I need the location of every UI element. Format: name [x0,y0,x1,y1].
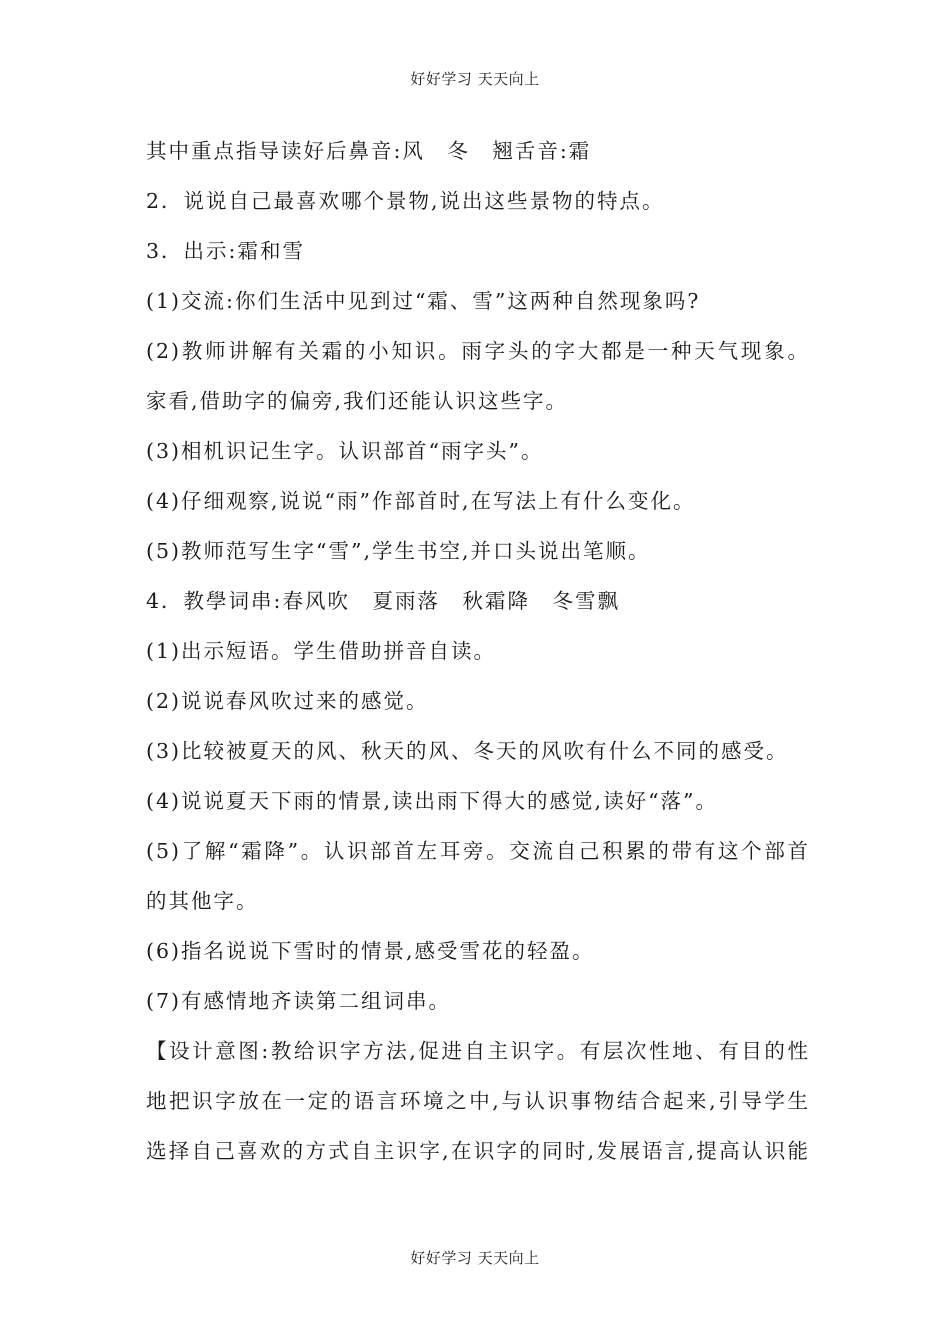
text-line: (4)说说夏天下雨的情景,读出雨下得大的感觉,读好“落”。 [146,789,719,813]
text-line: 家看,借助字的偏旁,我们还能认识这些字。 [146,389,569,413]
text-line: (1)出示短语。学生借助拼音自读。 [146,639,497,663]
text-line: 的其他字。 [146,889,259,913]
page-footer: 好好学习 天天向上 [410,1249,540,1267]
text-line: 3．出示:霜和雪 [146,239,305,263]
document-body [146,130,810,1180]
text-line: (1)交流:你们生活中见到过“霜、雪”这两种自然现象吗? [146,289,701,313]
text-line: (3)相机识记生字。认识部首“雨字头”。 [146,439,544,463]
text-line: (3)比较被夏天的风、秋天的风、冬天的风吹有什么不同的感受。 [146,739,789,763]
page-header: 好好学习 天天向上 [410,70,540,88]
text-line: 【设计意图:教给识字方法,促进自主识字。有层次性地、有目的性 [146,1039,810,1063]
text-line: 选择自己喜欢的方式自主识字,在识字的同时,发展语言,提高认识能 [146,1139,810,1163]
text-line: 其中重点指导读好后鼻音:风 冬 翘舌音:霜 [146,139,592,163]
text-line: (5)了解“霜降”。认识部首左耳旁。交流自己积累的带有这个部首 [146,839,810,863]
text-line: (2)说说春风吹过来的感觉。 [146,689,429,713]
text-line: (5)教师范写生字“雪”,学生书空,并口头说出笔顺。 [146,539,651,563]
text-line: 2．说说自己最喜欢哪个景物,说出这些景物的特点。 [146,189,665,213]
text-line: (6)指名说说下雪时的情景,感受雪花的轻盈。 [146,939,595,963]
text-line: 地把识字放在一定的语言环境之中,与认识事物结合起来,引导学生 [146,1089,810,1113]
text-line: (4)仔细观察,说说“雨”作部首时,在写法上有什么变化。 [146,489,696,513]
text-line: 4．教學词串:春风吹 夏雨落 秋霜降 冬雪飘 [146,589,620,613]
text-line: (2)教师讲解有关霜的小知识。雨字头的字大都是一种天气现象。 [146,339,810,363]
text-line: (7)有感情地齐读第二组词串。 [146,989,452,1013]
